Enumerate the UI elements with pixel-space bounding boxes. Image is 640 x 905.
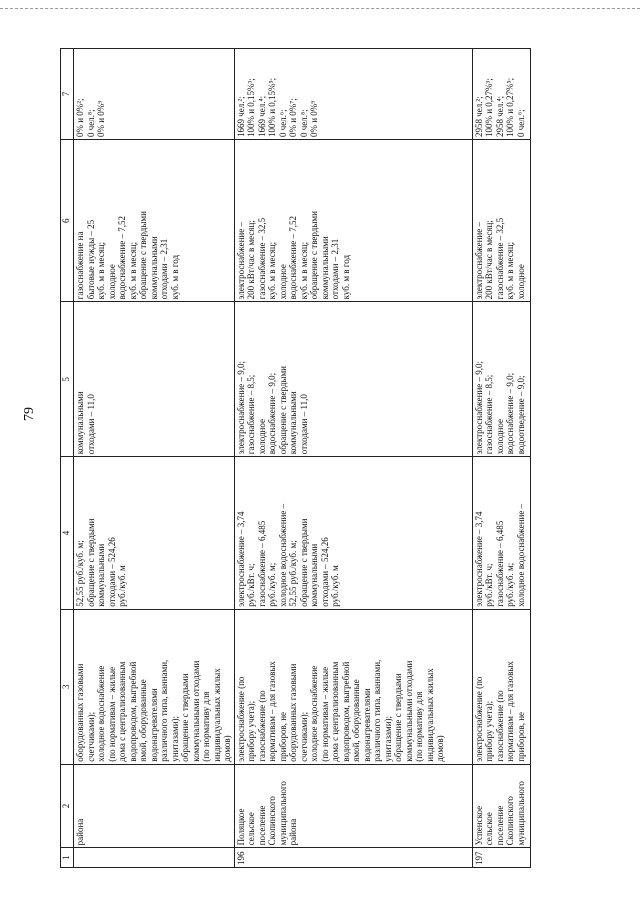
- settlement-cell: Успенское сельское поселение Скопинского муниципального: [472, 764, 530, 848]
- table-row: [472, 49, 530, 868]
- table-row: [74, 49, 235, 868]
- population-share-cell: 0% и 0%²; 0 чел.⁸; 0% и 0%⁹: [74, 49, 235, 140]
- table-container: [60, 48, 526, 868]
- column-header-3: 3: [61, 609, 74, 764]
- consumption-cell: электроснабжение – 200 кВт/час в месяц; газоснабжение – 32,5 куб. м в месяц; холодное водоснабжение – 7,52 куб. м в месяц; обращение с твердыми коммунальными отходами – 2,31 куб. м в год: [234, 140, 472, 302]
- population-share-cell: 1669 чел.²; 100% и 0,15%³; 1669 чел.⁴; 100% и 0,15%⁵; 0 чел.⁶; 0% и 0%⁷; 0 чел.⁸; 0% и 0%⁹: [234, 49, 472, 140]
- growth-index-cell: электроснабжение – 9,0; газоснабжение – 8,5; холодное водоснабжение – 9,0; обращение с твердыми коммунальными отходами – 11,0: [234, 302, 472, 457]
- services-cell: оборудованных газовыми счетчиками); холодное водоснабжение (по нормативам – жилые дома с централизованным водопроводом, выгребной ямой, оборудованные водонагревателями различного типа, ваннами, унитазами); обращение с твердыми коммунальными отходами (по нормативу для индивидуальных жилых домов): [74, 609, 235, 764]
- column-header-4: 4: [61, 457, 74, 609]
- row-number-cell: [74, 848, 235, 868]
- population-share-cell: 2958 чел.²; 100% и 0,27%³; 2958 чел.⁴; 100% и 0,27%⁵; 0 чел.⁶;: [472, 49, 530, 140]
- column-header-7: 7: [61, 49, 74, 140]
- consumption-cell: газоснабжение на бытовые нужды – 25 куб. м в месяц; холодное водоснабжение – 7,52 куб. м в месяц; обращение с твердыми коммунальными отходами – 2,31 куб. м в год: [74, 140, 235, 302]
- data-table: [60, 48, 531, 868]
- growth-index-cell: электроснабжение – 9,0; газоснабжение – 8,5; холодное водоснабжение – 9,0; водоотведение – 9,0;: [472, 302, 530, 457]
- tariffs-cell: электроснабжение – 3,74 руб./кВт. ч; газоснабжение – 6,485 руб./куб. м; холодное водоснабжение –: [472, 457, 530, 609]
- settlement-cell: Поляцкое сельское поселение Скопинского муниципального района: [234, 764, 472, 848]
- column-header-1: 1: [61, 848, 74, 868]
- growth-index-cell: коммунальными отходами – 11,0: [74, 302, 235, 457]
- row-number-cell: 197: [472, 848, 530, 868]
- table-row: [234, 49, 472, 868]
- column-header-2: 2: [61, 764, 74, 848]
- settlement-cell: района: [74, 764, 235, 848]
- tariffs-cell: электроснабжение – 3,74 руб./кВт. ч; газоснабжение – 6,485 руб./куб. м; холодное водоснабжение – 52,55 руб./куб. м; обращение с твердыми коммунальными отходами – 524,26 руб./куб. м: [234, 457, 472, 609]
- table-header-row: [61, 49, 74, 868]
- page-top-rule: [0, 8, 640, 9]
- tariffs-cell: 52,55 руб./куб. м; обращение с твердыми коммунальными отходами – 524,26 руб./куб. м: [74, 457, 235, 609]
- services-cell: электроснабжение (по прибору учета); газоснабжение (по нормативам – для газовых приборов, не: [472, 609, 530, 764]
- services-cell: электроснабжение (по прибору учета); газоснабжение (по нормативам – для газовых приборов, не оборудованных газовыми счетчиками); холодное водоснабжение (по нормативам – жилые дома с централизованным водопроводом, выгребной ямой, оборудованные водонагревателями различного типа, ваннами, унитазами); обращение с твердыми коммунальными отходами (по нормативу для индивидуальных жилых домов): [234, 609, 472, 764]
- consumption-cell: электроснабжение – 200 кВт/час в месяц; газоснабжение – 32,5 куб. м в месяц; холодное: [472, 140, 530, 302]
- page-number: 79: [22, 407, 37, 421]
- column-header-6: 6: [61, 140, 74, 302]
- rotated-page-area: [60, 48, 526, 868]
- row-number-cell: 196: [234, 848, 472, 868]
- column-header-5: 5: [61, 302, 74, 457]
